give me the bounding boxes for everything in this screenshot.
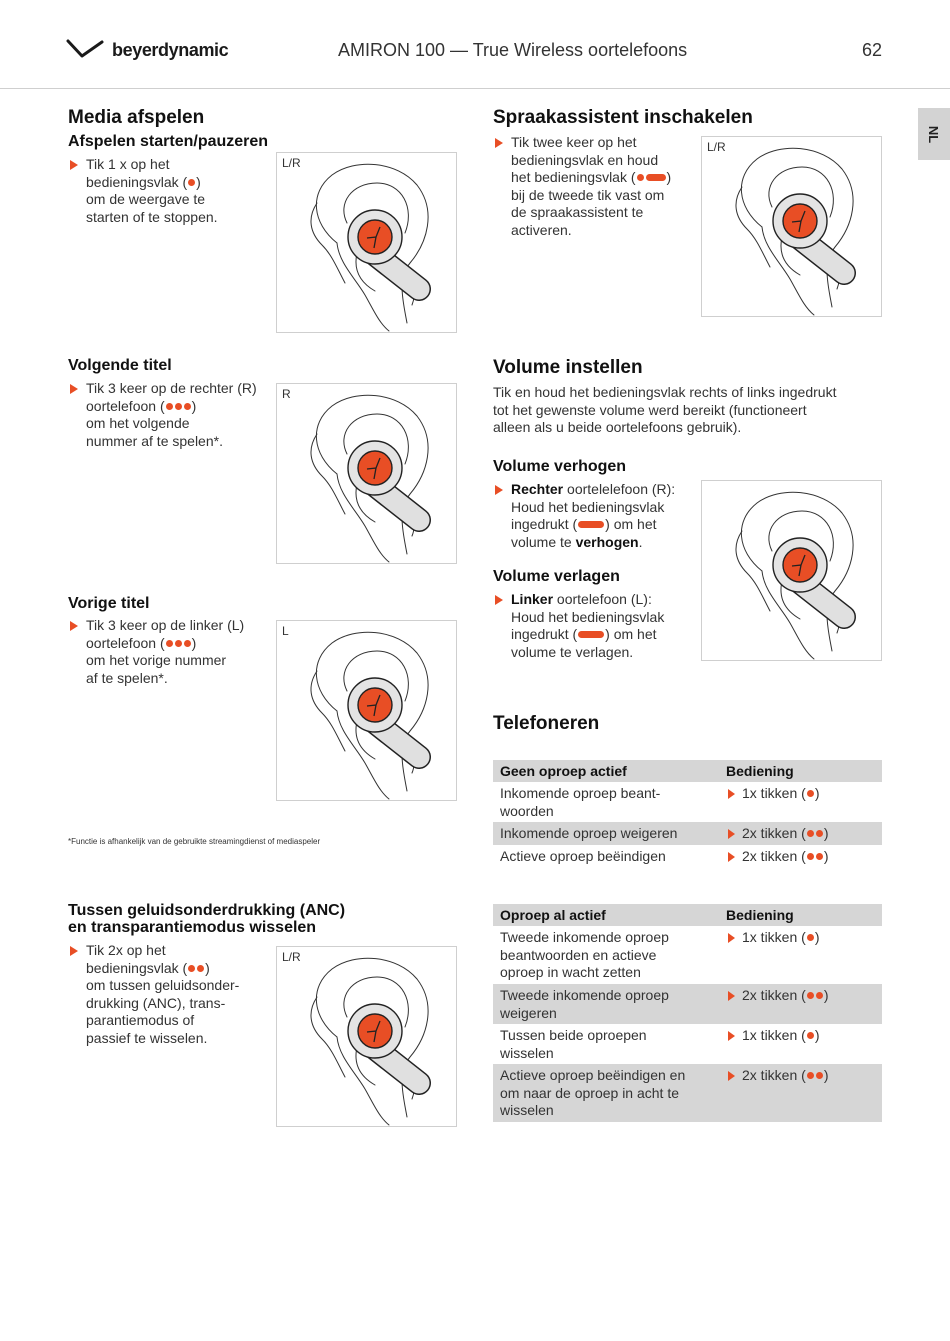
hold-bar-icon [646,174,666,181]
volume-heading: Volume instellen [493,357,643,378]
next-track-illustration [276,383,457,564]
prev-line-1: Tik 3 keer op de linker (L) [86,617,245,633]
tap-dot-icon [175,640,182,647]
paren: ) [205,959,210,976]
volume-up-line-2: Houd het bedieningsvlak [511,498,665,515]
volume-down-line-1: oortelefoon (L): [553,591,652,607]
paren: ) [191,397,197,414]
previous-track-illustration [276,620,457,801]
anc-illustration [276,946,457,1127]
tap-dot-icon [166,403,173,410]
paren: ) [823,848,829,864]
paren: ) [191,634,197,651]
tap-dot-icon [637,174,644,181]
table-header-action: Oproep al actief [500,907,606,923]
table-header-control: Bediening [726,907,794,923]
volume-up-line-3: ingedrukt ( [511,516,578,532]
control-text: 1x tikken ( [742,1027,806,1043]
voice-assistant-heading: Spraakassistent inschakelen [493,107,753,128]
next-line-2: oortelefoon ( [86,397,165,414]
media-heading: Media afspelen [68,107,205,128]
paren: ) [814,929,820,945]
brand-logo [66,38,228,62]
control-text: 2x tikken ( [742,987,806,1003]
next-line-3: om het volgende [86,415,190,431]
brand-name: beyerdynamic [112,39,229,60]
control-text: 2x tikken ( [742,848,806,864]
page-number: 62 [862,40,883,60]
assistant-line-5: de spraakassistent te [511,204,644,220]
table-cell-action: Actieve oproep beëindigen en om naar de oproep in acht te wisselen [500,1067,686,1118]
period: . [638,533,643,550]
anc-line-4: drukking (ANC), trans- [86,994,226,1011]
table-row [493,984,882,1024]
document-title: AMIRON 100 — True Wireless oortelefoons [338,40,688,60]
volume-illustration [701,480,882,661]
tap-dot-icon [807,1072,814,1079]
table-cell-action: Inkomende oproep weigeren [500,825,678,841]
tap-dot-icon [807,992,814,999]
media-line-1: Tik 1 x op het [86,156,170,172]
footnote: *Functie is afhankelijk van de gebruikte streamingdienst of mediaspeler [68,837,321,846]
prev-line-2: oortelefoon ( [86,634,165,651]
paren: ) [823,1067,829,1083]
table-header [493,904,882,926]
anc-line-6: passief te wisselen. [86,1029,208,1046]
volume-up-heading: Volume verhogen [493,458,627,475]
volume-down-side: Linker [511,591,554,607]
next-line-1: Tik 3 keer op de rechter (R) [86,380,257,396]
table-cell-control [726,1067,876,1085]
next-track-instruction [68,380,257,450]
table-cell-control [726,987,876,1005]
next-track-heading: Volgende titel [68,357,172,374]
table-cell-control [726,929,876,947]
hold-bar-icon [578,631,604,638]
phone-heading: Telefoneren [493,713,600,734]
tap-dot-icon [816,1072,823,1079]
table-row [493,822,882,845]
table-cell-control [726,785,876,803]
earbud-side-label: L/R [707,140,726,154]
volume-intro-line-3: alleen als u beide oortelefoons gebruik). [493,419,742,435]
voice-assistant-instruction [493,134,671,239]
ear-earbud-icon [277,947,458,1128]
table-cell-control [726,1027,876,1045]
tap-dot-icon [184,403,191,410]
hold-bar-icon [578,521,604,528]
prev-line-4: af te spelen*. [86,669,168,686]
table-cell-action: Tweede inkomende oproep weigeren [500,987,669,1021]
media-line-2: bedieningsvlak ( [86,173,188,190]
table-cell-action: Tweede inkomende oproep beantwoorden en actieve oproep in wacht zetten [500,929,669,980]
table-row [493,926,882,984]
volume-down-heading: Volume verlagen [493,568,620,585]
tap-dot-icon [807,853,814,860]
media-line-3: om de weergave te [86,191,206,207]
language-tab-label: NL [926,125,942,143]
volume-up-side: Rechter [511,481,564,497]
table-row [493,845,882,868]
anc-line-5: parantiemodus of [86,1012,195,1028]
control-text: 1x tikken ( [742,785,806,801]
paren: ) [814,785,820,801]
earbud-side-label: L/R [282,950,301,964]
anc-heading-line-2: en transparantiemodus wisselen [68,919,317,936]
tap-dot-icon [188,179,195,186]
ear-earbud-icon [702,481,883,662]
table-cell-action: Tussen beide oproepen wisselen [500,1027,647,1061]
beyerdynamic-logo-icon [66,38,104,62]
tap-dot-icon [816,853,823,860]
tap-dot-icon [188,965,195,972]
language-tab [918,108,950,160]
control-text: 2x tikken ( [742,825,806,841]
earbud-side-label: L [282,624,289,638]
paren: ) [196,173,201,190]
ear-earbud-icon [277,153,458,334]
voice-assistant-illustration [701,136,882,317]
table-row [493,782,882,822]
assistant-line-1: Tik twee keer op het [511,134,637,150]
assistant-line-6: activeren. [511,221,572,238]
paren: ) [814,1027,820,1043]
volume-up-emphasis: verhogen [575,533,639,550]
control-text: 1x tikken ( [742,929,806,945]
table-cell-control [726,848,876,866]
volume-up-instruction [493,481,675,551]
active-call-table [493,904,882,1122]
earbud-side-label: R [282,387,291,401]
tap-dot-icon [807,790,814,797]
media-line-4: starten of te stoppen. [86,208,218,225]
anc-line-3: om tussen geluidsonder- [86,977,240,993]
tap-dot-icon [807,1032,814,1039]
table-row [493,1024,882,1064]
table-header [493,760,882,782]
media-subheading: Afspelen starten/pauzeren [68,133,269,150]
tap-dot-icon [807,830,814,837]
volume-down-line-4: volume te verlagen. [511,643,634,660]
table-cell-control [726,825,876,843]
paren: ) [823,987,829,1003]
previous-track-instruction [68,617,244,687]
ear-earbud-icon [702,137,883,318]
paren: ) [666,169,672,185]
media-instruction [68,156,218,226]
tap-dot-icon [184,640,191,647]
volume-up-line-1: oortelelefoon (R): [563,481,676,497]
page-header [0,0,950,89]
ear-earbud-icon [277,621,458,802]
volume-intro-line-2: tot het gewenste volume werd bereikt (functioneert [493,401,807,418]
control-text: 2x tikken ( [742,1067,806,1083]
tap-dot-icon [816,992,823,999]
prev-line-3: om het vorige nummer [86,652,227,668]
assistant-line-3: het bedieningsvlak ( [511,169,636,185]
volume-down-line-3-end: ) om het [605,626,657,642]
next-line-4: nummer af te spelen*. [86,432,223,449]
anc-line-2: bedieningsvlak ( [86,959,188,976]
tap-dot-icon [197,965,204,972]
assistant-line-4: bij de tweede tik vast om [511,186,665,203]
anc-instruction [68,942,239,1047]
no-call-table [493,760,882,868]
table-header-action: Geen oproep actief [500,763,627,779]
tap-dot-icon [166,640,173,647]
volume-up-line-4: volume te [511,533,576,550]
table-header-control: Bediening [726,763,794,779]
tap-dot-icon [807,934,814,941]
tap-dot-icon [816,830,823,837]
table-row [493,1064,882,1122]
volume-intro-line-1: Tik en houd het bedieningsvlak rechts of links ingedrukt [493,384,837,400]
volume-down-instruction [493,591,664,661]
volume-intro [493,384,836,437]
paren: ) [823,825,829,841]
ear-earbud-icon [277,384,458,565]
volume-down-line-3: ingedrukt ( [511,626,578,642]
earbud-side-label: L/R [282,156,301,170]
media-illustration [276,152,457,333]
assistant-line-2: bedieningsvlak en houd [511,151,659,168]
volume-up-line-3-end: ) om het [605,516,657,532]
previous-track-heading: Vorige titel [68,595,150,612]
table-cell-action: Inkomende oproep beant- woorden [500,785,661,819]
anc-heading-line-1: Tussen geluidsonderdrukking (ANC) [68,902,346,919]
volume-down-line-2: Houd het bedieningsvlak [511,608,665,625]
anc-line-1: Tik 2x op het [86,942,166,958]
tap-dot-icon [175,403,182,410]
table-cell-action: Actieve oproep beëindigen [500,848,666,864]
